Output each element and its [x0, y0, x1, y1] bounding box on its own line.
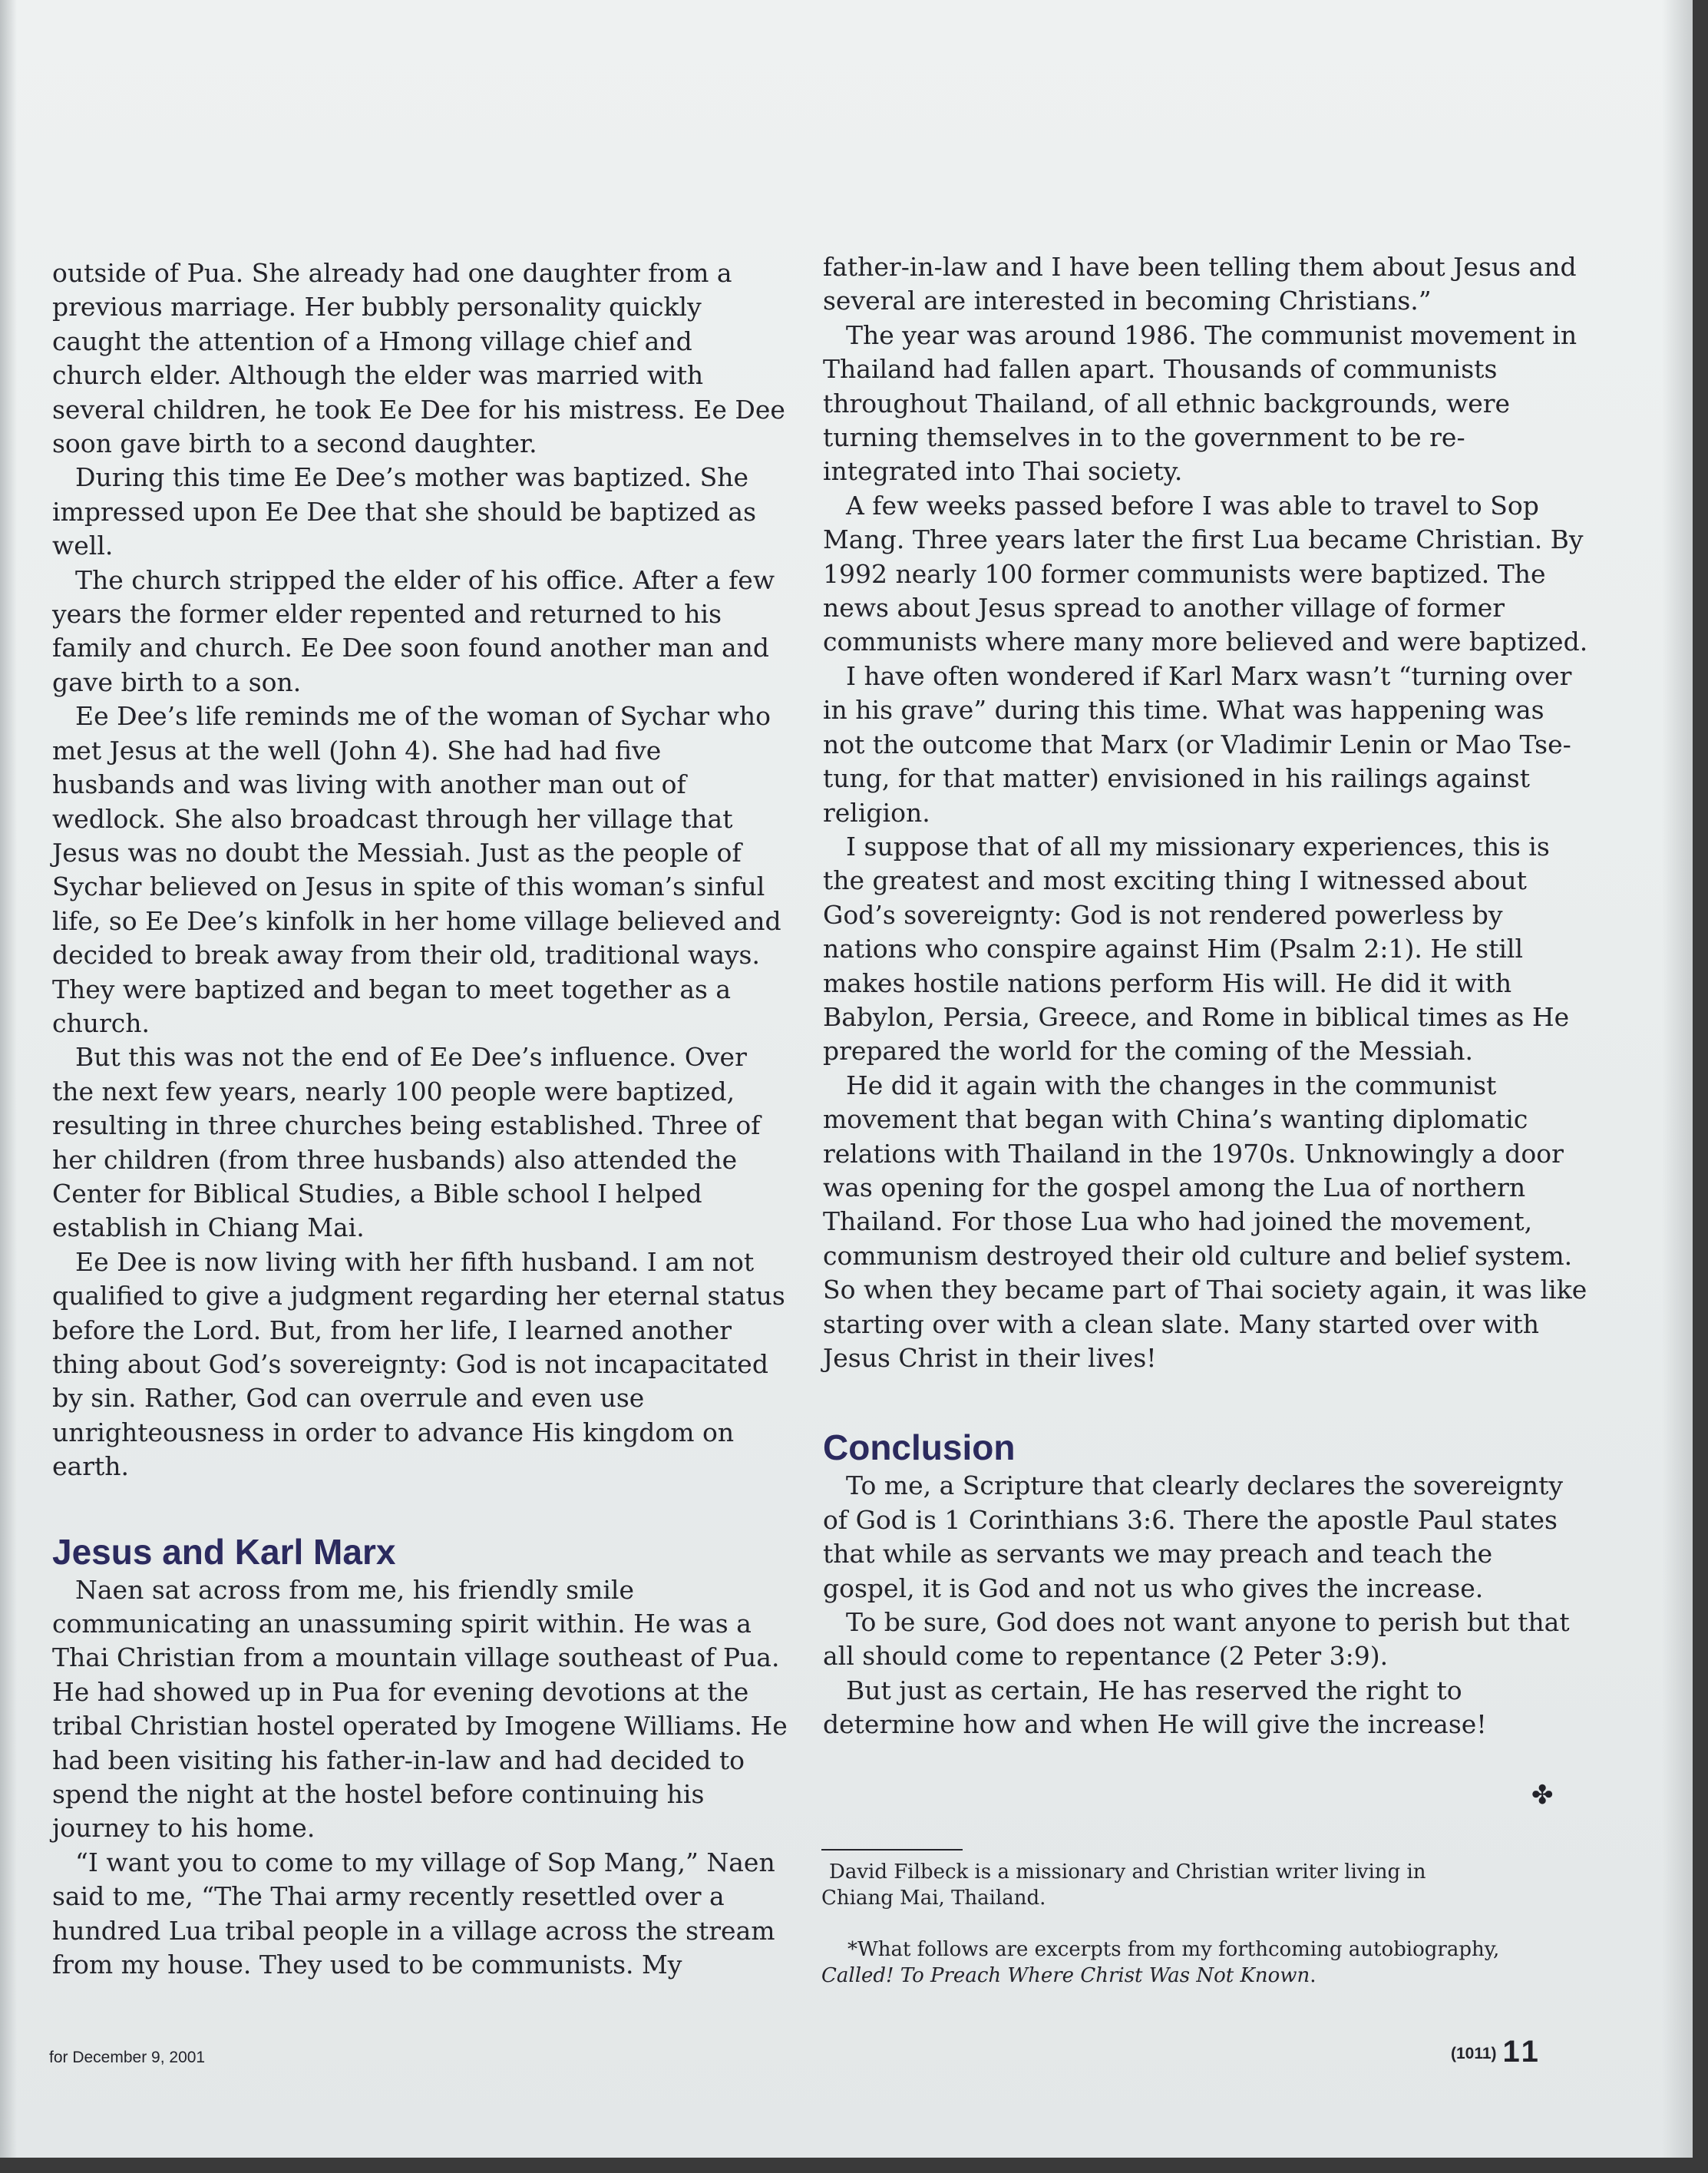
page-number: 11 — [1502, 2035, 1541, 2069]
footer-date: for December 9, 2001 — [49, 2049, 206, 2066]
right-column — [823, 250, 1591, 1742]
excerpt-note — [821, 1937, 1589, 1989]
page-gutter-shadow — [0, 0, 17, 2158]
page-edge-shadow — [1662, 0, 1693, 2158]
paragraph: To be sure, God does not want anyone to perish but that all should come to repentance (2 Peter 3:9). — [823, 1607, 1570, 1672]
paragraph: father-in-law and I have been telling them about Jesus and several are interested in becoming Christians.” — [823, 252, 1577, 316]
issue-number: (1011) — [1451, 2045, 1497, 2062]
footnote-divider — [821, 1849, 963, 1851]
paragraph: outside of Pua. She already had one daughter from a previous marriage. Her bubbly personality quickly caught the attention of a Hmong village chief and church elder. Although the elder was married with several children, he took Ee Dee for his mistress. Ee Dee soon gave birth to a second daughter. — [52, 258, 785, 459]
paragraph: A few weeks passed before I was able to travel to Sop Mang. Three years later the first Lua became Christian. By 1992 nearly 100 former communists were baptized. The news about Jesus spread to another village of former communists where many more believed and were baptized. — [823, 490, 1588, 657]
paragraph: During this time Ee Dee’s mother was baptized. She impressed upon Ee Dee that she should be baptized as well. — [52, 462, 757, 561]
author-bio-line: David Filbeck is a missionary and Christian writer living in — [829, 1860, 1426, 1884]
faded-show-through-banner — [292, 92, 1443, 246]
paragraph: I have often wondered if Karl Marx wasn’t “turning over in his grave” during this time. What was happening was not the outcome that Marx (or Vladimir Lenin or Mao Tse-tung, for that matter) envisioned in his railings against religion. — [823, 660, 1572, 828]
paragraph: Ee Dee is now living with her fifth husband. I am not qualified to give a judgment regarding her eternal status before the Lord. But, from her life, I learned another thing about God’s sovereignty: God is not incapacitated by sin. Rather, God can overrule and even use unrighteousness in order to advance His kingdom on earth. — [52, 1246, 785, 1482]
paragraph: He did it again with the changes in the communist movement that began with China’s wanting diplomatic relations with Thailand in the 1970s. Unknowingly a door was opening for the gospel among the Lua of northern Thailand. For those Lua who had joined the movement, communism destroyed their old culture and belief system. So when they became part of Thai society again, it was like starting over with a clean slate. Many started over with Jesus Christ in their lives! — [823, 1070, 1587, 1373]
paragraph: I suppose that of all my missionary experiences, this is the greatest and most exciting thing I witnessed about God’s sovereignty: God is not rendered powerless by nations who conspire against Him (Psalm 2:1). He still makes hostile nations perform His will. He did it with Babylon, Persia, Greece, and Rome in biblical times as He prepared the world for the coming of the Messiah. — [823, 831, 1570, 1067]
author-bio-note — [821, 1859, 1589, 1911]
paragraph: But just as certain, He has reserved the right to determine how and when He will give the increase! — [823, 1675, 1487, 1740]
excerpt-note-title-line: Called! To Preach Where Christ Was Not Known. — [821, 1964, 1317, 1987]
paragraph: “I want you to come to my village of Sop Mang,” Naen said to me, “The Thai army recently resettled over a hundred Lua tribal people in a village across the stream from my house. They used to be communists. My — [52, 1847, 775, 1980]
author-bio-line: Chiang Mai, Thailand. — [821, 1887, 1046, 1910]
paragraph: The year was around 1986. The communist movement in Thailand had fallen apart. Thousands of communists throughout Thailand, of all ethnic backgrounds, were turning themselves in to the government to be re-integrated into Thai society. — [823, 319, 1578, 487]
paragraph: Naen sat across from me, his friendly smile communicating an unassuming spirit within. He was a Thai Christian from a mountain village southeast of Pua. He had showed up in Pua for evening devotions at the tribal Christian hostel operated by Imogene Williams. He had been visiting his father-in-law and had decided to spend the night at the hostel before continuing his journey to his home. — [52, 1574, 788, 1844]
section-heading-conclusion: Conclusion — [823, 1427, 1016, 1468]
footer-page-info — [1451, 2035, 1541, 2069]
book-title: Called! To Preach Where Christ Was Not Known — [821, 1964, 1310, 1987]
section-heading-jesus-and-karl-marx: Jesus and Karl Marx — [52, 1531, 396, 1572]
paragraph: Ee Dee’s life reminds me of the woman of Sychar who met Jesus at the well (John 4). She had had five husbands and was living with another man out of wedlock. She also broadcast through her village that Jesus was no doubt the Messiah. Just as the people of Sychar believed on Jesus in spite of this woman’s sinful life, so Ee Dee’s kinfolk in her home village believed and decided to break away from their old, traditional ways. They were baptized and began to meet together as a church. — [52, 701, 781, 1038]
end-of-article-icon: ✤ — [1531, 1780, 1554, 1811]
paragraph: But this was not the end of Ee Dee’s influence. Over the next few years, nearly 100 people were baptized, resulting in three churches being established. Three of her children (from three husbands) also attended the Center for Biblical Studies, a Bible school I helped establish in Chiang Mai. — [52, 1042, 761, 1243]
excerpt-note-line: *What follows are excerpts from my forthcoming autobiography, — [847, 1938, 1500, 1961]
paragraph: To me, a Scripture that clearly declares the sovereignty of God is 1 Corinthians 3:6. There the apostle Paul states that while as servants we may preach and teach the gospel, it is God and not us who gives the increase. — [823, 1470, 1564, 1603]
left-column — [52, 256, 789, 1983]
paragraph: The church stripped the elder of his office. After a few years the former elder repented and returned to his family and church. Ee Dee soon found another man and gave birth to a son. — [52, 564, 775, 697]
